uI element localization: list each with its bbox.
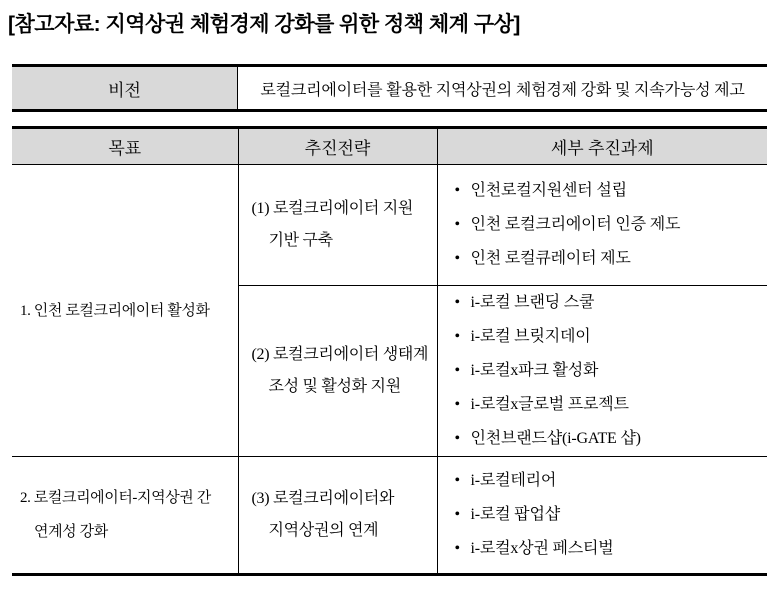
task-item: • 인천 로컬큐레이터 제도 xyxy=(454,242,768,276)
tasks-cell-2 xyxy=(437,286,767,457)
strategy-text-line: (3) 로컬크리에이터와 xyxy=(251,490,395,507)
task-item: • i-로컬 팝업샵 xyxy=(454,498,768,532)
column-header-goal: 목표 xyxy=(12,128,238,165)
task-list xyxy=(454,174,768,276)
header-row xyxy=(12,128,767,165)
task-list xyxy=(454,286,768,456)
strategy-text-line: (1) 로컬크리에이터 지원 xyxy=(251,200,414,217)
goal-cell-1 xyxy=(12,165,238,457)
strategy-text-line: 기반 구축 xyxy=(268,232,333,249)
strategy-text-line: 지역상권의 연계 xyxy=(268,522,379,539)
strategy-text-line: (2) 로컬크리에이터 생태계 xyxy=(251,346,429,363)
strategy-cell-2 xyxy=(238,286,437,457)
goal-text-line: 2. 로컬크리에이터-지역상권 간 xyxy=(20,490,211,506)
task-item: • i-로컬테리어 xyxy=(454,464,768,498)
task-item: • i-로컬x상권 페스티벌 xyxy=(454,532,768,566)
task-item: • i-로컬x파크 활성화 xyxy=(454,354,768,388)
task-item: • 인천 로컬크리에이터 인증 제도 xyxy=(454,208,768,242)
strategy-text-line: 조성 및 활성화 지원 xyxy=(268,378,401,395)
tasks-cell-1 xyxy=(437,165,767,286)
goal-text: 1. 인천 로컬크리에이터 활성화 xyxy=(20,302,210,319)
column-header-strategy: 추진전략 xyxy=(238,128,437,165)
goal-text-line: 연계성 강화 xyxy=(34,524,108,540)
tasks-cell-3 xyxy=(437,457,767,575)
strategy-cell-3 xyxy=(238,457,437,575)
policy-table xyxy=(12,126,767,576)
task-item: • 인천브랜드샵(i-GATE 샵) xyxy=(454,422,768,456)
vision-label-cell: 비전 xyxy=(12,67,238,109)
task-item: • i-로컬 브랜딩 스쿨 xyxy=(454,286,768,320)
task-item: • i-로컬 브릿지데이 xyxy=(454,320,768,354)
task-list xyxy=(454,464,768,566)
goal-cell-2 xyxy=(12,457,238,575)
task-item: • 인천로컬지원센터 설립 xyxy=(454,174,768,208)
column-header-tasks: 세부 추진과제 xyxy=(437,128,767,165)
task-item: • i-로컬x글로벌 프로젝트 xyxy=(454,388,768,422)
strategy-cell-1 xyxy=(238,165,437,286)
vision-content-cell: 로컬크리에이터를 활용한 지역상권의 체험경제 강화 및 지속가능성 제고 xyxy=(260,81,745,99)
table-row-strategy-1 xyxy=(12,165,767,286)
page-title: [참고자료: 지역상권 체험경제 강화를 위한 정책 체계 구상] xyxy=(8,13,520,36)
table-row-strategy-3 xyxy=(12,457,767,575)
vision-table xyxy=(12,64,767,112)
